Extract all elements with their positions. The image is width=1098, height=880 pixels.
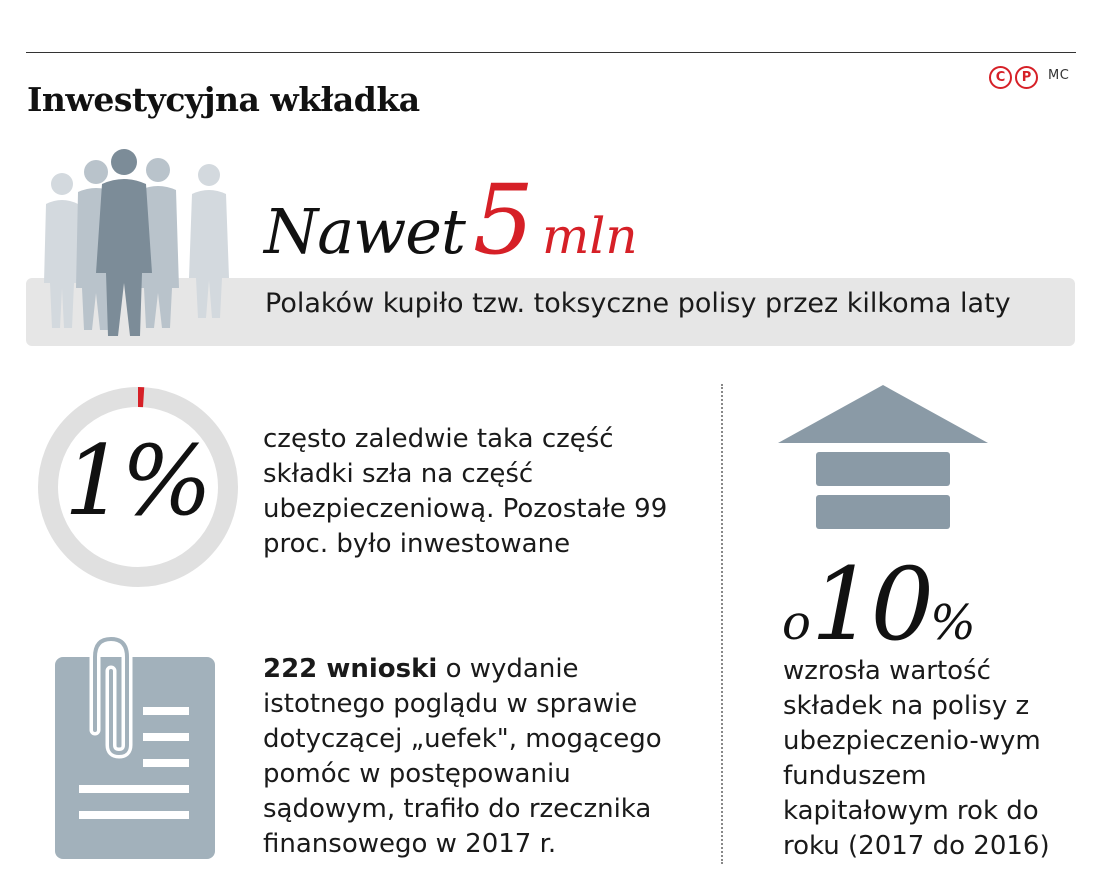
one-percent-description: często zaledwie taka część składki szła na część ubezpieczeniową. Pozostałe 99 proc. było inwestowane	[263, 424, 668, 559]
people-silhouette-icon	[44, 148, 229, 338]
applications-text: o wydanie istotnego poglądu w sprawie dotyczącej „uefek", mogącego pomóc w postępowaniu sądowym, trafiło do rzecznika finansowego w 2017 r.	[263, 654, 662, 859]
up-arrow-icon	[778, 385, 988, 533]
author-initials: MC	[1048, 68, 1070, 83]
logo-letter-p: P	[1015, 66, 1038, 89]
headline-unit: mln	[541, 207, 638, 265]
applications-count: 222 wnioski	[263, 654, 438, 684]
one-percent-value: 1%	[64, 425, 209, 537]
growth-number: 10	[810, 546, 931, 663]
growth-percent-value	[782, 546, 976, 663]
applications-description	[263, 652, 703, 862]
top-rule	[26, 52, 1076, 53]
publisher-logo-icon	[989, 66, 1038, 89]
page-title: Inwestycyjna wkładka	[27, 80, 420, 119]
column-divider	[721, 384, 723, 864]
headline-number: 5	[472, 164, 534, 276]
headline-figure	[264, 164, 638, 276]
growth-prefix: o	[782, 595, 811, 651]
growth-sign: %	[930, 595, 976, 651]
logo-letter-c: C	[989, 66, 1012, 89]
growth-description: wzrosła wartość składek na polisy z ubezpieczenio-wym funduszem kapitałowym rok do roku (2017 do 2016)	[783, 656, 1050, 861]
headline-description: Polaków kupiło tzw. toksyczne polisy przez kilkoma laty	[265, 288, 1011, 319]
clipboard-document-icon	[55, 635, 217, 861]
headline-word: Nawet	[264, 195, 465, 268]
